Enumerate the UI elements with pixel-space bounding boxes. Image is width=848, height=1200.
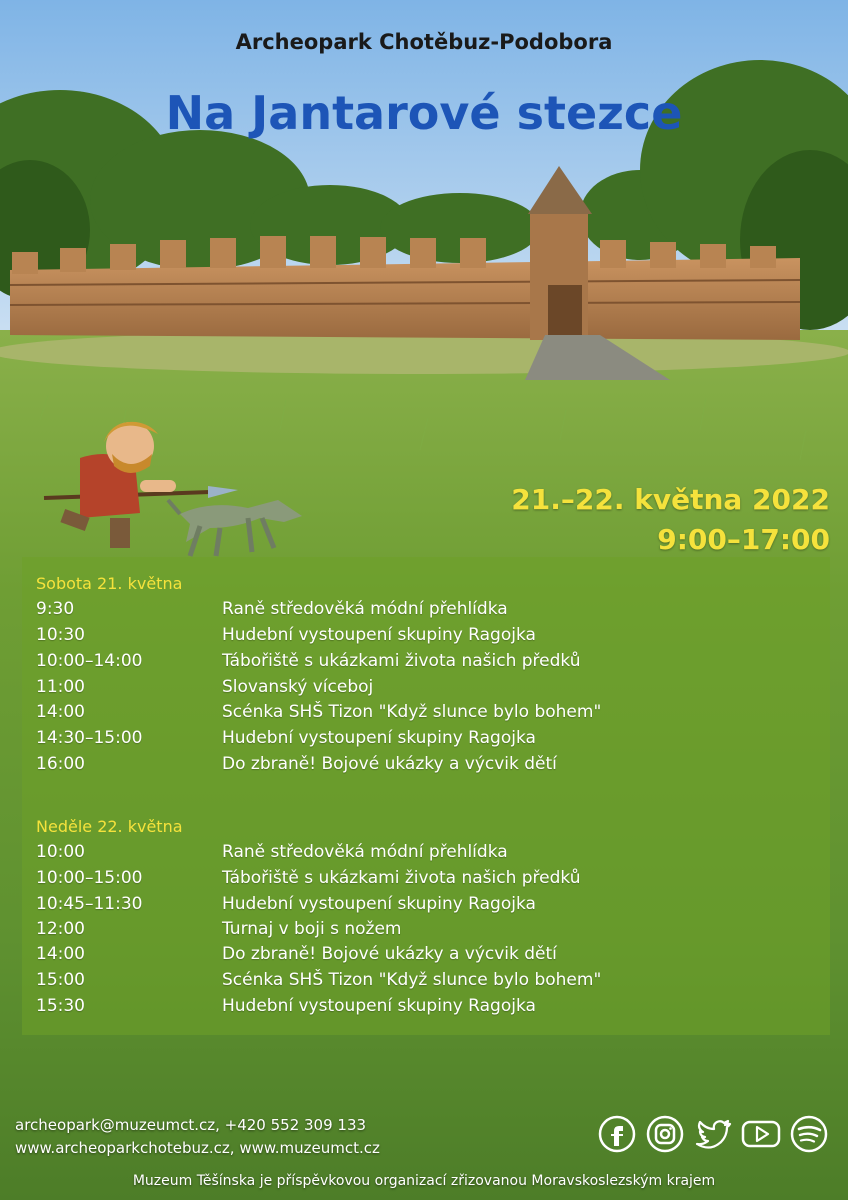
schedule-event: Slovanský víceboj bbox=[222, 677, 374, 697]
contact-websites: www.archeoparkchotebuz.cz, www.muzeumct.cz bbox=[15, 1139, 380, 1157]
schedule-time: 10:00 bbox=[36, 842, 85, 862]
schedule-time: 15:00 bbox=[36, 970, 85, 990]
schedule-event: Hudební vystoupení skupiny Ragojka bbox=[222, 894, 536, 914]
instagram-icon[interactable] bbox=[645, 1114, 685, 1154]
schedule-event: Tábořiště s ukázkami života našich předků bbox=[222, 651, 581, 671]
schedule-time: 14:00 bbox=[36, 944, 85, 964]
schedule-event: Turnaj v boji s nožem bbox=[222, 919, 402, 939]
schedule-time: 10:45–11:30 bbox=[36, 894, 143, 914]
schedule-event: Scénka SHŠ Tizon "Když slunce bylo bohem" bbox=[222, 702, 602, 722]
schedule-event: Do zbraně! Bojové ukázky a výcvik dětí bbox=[222, 754, 557, 774]
event-hours: 9:00–17:00 bbox=[657, 523, 830, 556]
schedule-time: 10:00–14:00 bbox=[36, 651, 143, 671]
schedule-event: Raně středověká módní přehlídka bbox=[222, 842, 508, 862]
event-title: Na Jantarové stezce bbox=[165, 86, 683, 140]
schedule-time: 10:00–15:00 bbox=[36, 868, 143, 888]
schedule-event: Do zbraně! Bojové ukázky a výcvik dětí bbox=[222, 944, 557, 964]
schedule-time: 10:30 bbox=[36, 625, 85, 645]
day-heading-saturday: Sobota 21. května bbox=[36, 574, 183, 593]
schedule-time: 16:00 bbox=[36, 754, 85, 774]
schedule-event: Hudební vystoupení skupiny Ragojka bbox=[222, 728, 536, 748]
event-dates: 21.–22. května 2022 bbox=[511, 483, 830, 516]
footer-note: Muzeum Těšínska je příspěvkovou organizací zřizovanou Moravskoslezským krajem bbox=[132, 1173, 716, 1189]
schedule-event: Hudební vystoupení skupiny Ragojka bbox=[222, 996, 536, 1016]
schedule-event: Hudební vystoupení skupiny Ragojka bbox=[222, 625, 536, 645]
schedule-time: 14:30–15:00 bbox=[36, 728, 143, 748]
facebook-icon[interactable] bbox=[597, 1114, 637, 1154]
schedule-time: 14:00 bbox=[36, 702, 85, 722]
schedule-event: Tábořiště s ukázkami života našich předků bbox=[222, 868, 581, 888]
spotify-icon[interactable] bbox=[789, 1114, 829, 1154]
schedule-time: 12:00 bbox=[36, 919, 85, 939]
organizer-name: Archeopark Chotěbuz-Podobora bbox=[235, 30, 613, 54]
warrior-illustration bbox=[40, 418, 310, 560]
schedule-time: 9:30 bbox=[36, 599, 75, 619]
twitter-icon[interactable] bbox=[693, 1114, 733, 1154]
day-heading-sunday: Neděle 22. května bbox=[36, 817, 183, 836]
schedule-time: 11:00 bbox=[36, 677, 85, 697]
contact-email-phone: archeopark@muzeumct.cz, +420 552 309 133 bbox=[15, 1116, 367, 1134]
youtube-icon[interactable] bbox=[741, 1114, 781, 1154]
contact-block bbox=[15, 1114, 380, 1160]
event-date-block bbox=[511, 480, 830, 560]
schedule-event: Raně středověká módní přehlídka bbox=[222, 599, 508, 619]
social-icons bbox=[597, 1114, 829, 1154]
schedule-event: Scénka SHŠ Tizon "Když slunce bylo bohem" bbox=[222, 970, 602, 990]
schedule-time: 15:30 bbox=[36, 996, 85, 1016]
